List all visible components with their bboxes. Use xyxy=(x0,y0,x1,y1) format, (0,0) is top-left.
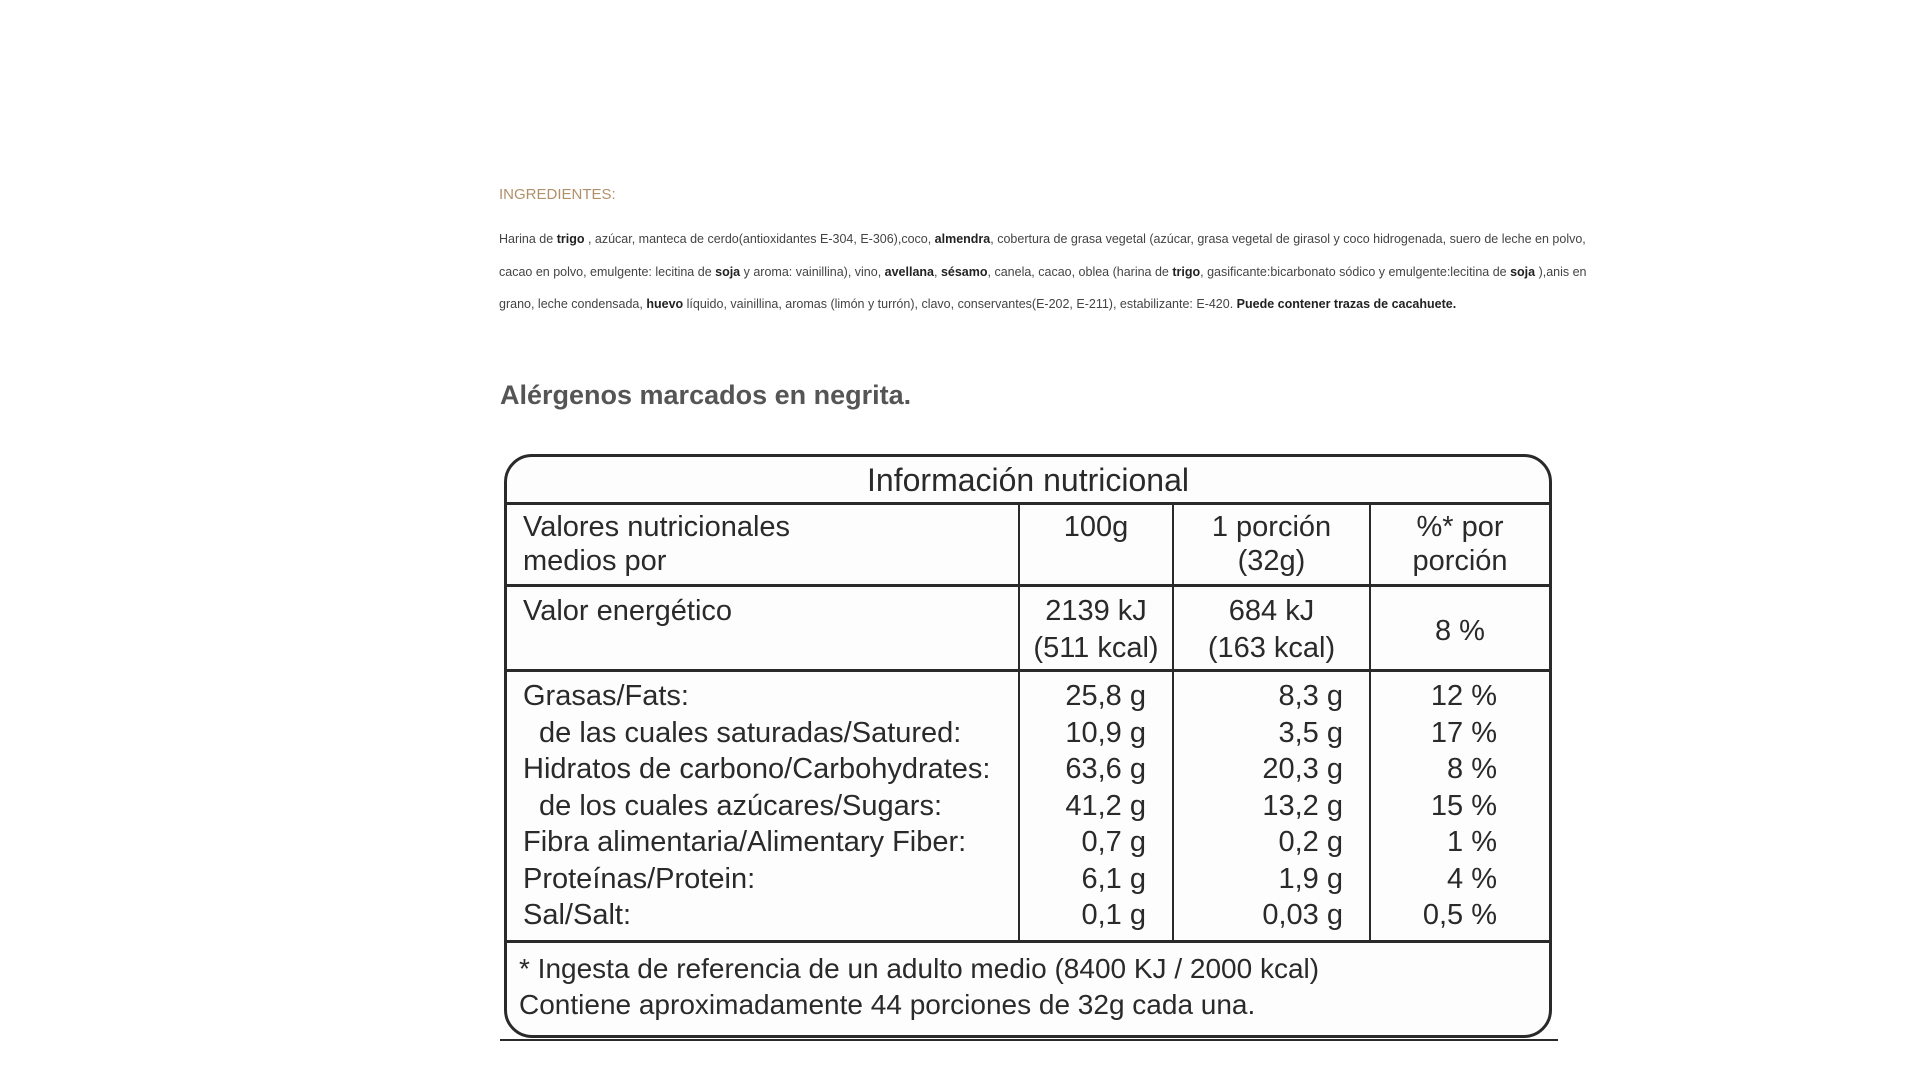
header-label-line1: Valores nutricionales xyxy=(523,511,791,543)
nutrient-label: Grasas/Fats: xyxy=(523,680,689,712)
header-portion-line1: 1 porción xyxy=(1211,511,1332,543)
bottom-rule xyxy=(500,1039,1558,1041)
allergen-word: avellana xyxy=(884,264,934,279)
ingredient-text-segment: y aroma: vainillina), vino, xyxy=(740,264,885,279)
allergen-word: almendra xyxy=(934,232,991,246)
ingredients-heading: INGREDIENTES: xyxy=(499,186,616,203)
ingredient-text-segment: ),anis en grano, leche condensada, xyxy=(499,264,1587,311)
ingredients-text xyxy=(499,223,1619,321)
nutrient-portion-cell xyxy=(1174,672,1371,943)
footnote-line1: * Ingesta de referencia de un adulto medio (8400 KJ / 2000 kcal) xyxy=(519,953,1320,984)
nutrient-value-portion: 0,03 g xyxy=(1262,899,1343,931)
nutrition-label-image xyxy=(500,454,1558,1041)
ingredients-section xyxy=(499,180,1619,321)
nutrient-value-100g: 25,8 g xyxy=(1065,680,1146,712)
ingredient-text-segment: líquido, vainillina, aromas (limón y turrón), clavo, conservantes(E-202, E-211), estabilizante: E-420. xyxy=(683,297,1237,311)
nutrient-labels-cell xyxy=(507,672,1020,943)
header-label-line2: medios por xyxy=(523,545,667,577)
energy-100g-cell xyxy=(1020,587,1174,672)
energy-100g-kj: 2139 kJ xyxy=(1045,595,1147,627)
allergen-note: Alérgenos marcados en negrita. xyxy=(500,380,912,410)
nutrient-label: Hidratos de carbono/Carbohydrates: xyxy=(523,753,991,785)
allergen-word: soja xyxy=(1510,264,1536,279)
nutrient-value-portion: 13,2 g xyxy=(1262,789,1343,822)
energy-label: Valor energético xyxy=(523,595,733,627)
nutrient-value-pct: 12 % xyxy=(1430,680,1497,712)
ingredient-text-segment: , xyxy=(934,264,941,279)
ingredient-text-segment: Harina de xyxy=(499,232,557,246)
ingredient-text-segment: , azúcar, manteca de cerdo(antioxidantes E-304, E-306),coco, xyxy=(584,232,935,246)
header-label-cell xyxy=(507,505,1020,587)
nutrition-table xyxy=(504,454,1552,1038)
header-100g: 100g xyxy=(1063,511,1129,543)
header-portion-line2: (32g) xyxy=(1237,545,1306,577)
energy-portion-kcal: (163 kcal) xyxy=(1207,632,1336,664)
allergen-word: soja xyxy=(715,264,741,279)
energy-label-cell xyxy=(507,587,1020,672)
allergen-word: sésamo xyxy=(940,264,988,279)
header-pct-cell xyxy=(1371,505,1549,587)
nutrient-value-100g: 0,7 g xyxy=(1081,826,1146,858)
energy-pct-cell xyxy=(1371,587,1549,672)
nutrient-value-pct: 17 % xyxy=(1430,716,1497,749)
nutrient-value-100g: 0,1 g xyxy=(1081,899,1146,931)
nutrient-label: Proteínas/Protein: xyxy=(523,862,756,895)
header-100g-cell xyxy=(1020,505,1174,587)
nutrient-label: Fibra alimentaria/Alimentary Fiber: xyxy=(523,826,967,858)
nutrition-footnote xyxy=(507,943,1549,1023)
nutrient-value-pct: 4 % xyxy=(1447,862,1497,895)
nutrient-value-pct: 8 % xyxy=(1447,753,1497,785)
allergen-word: trigo xyxy=(556,232,585,246)
nutrition-grid xyxy=(507,505,1549,943)
energy-100g-kcal: (511 kcal) xyxy=(1033,632,1159,664)
nutrient-value-pct: 1 % xyxy=(1447,826,1497,858)
footnote-line2: Contiene aproximadamente 44 porciones de 32g cada una. xyxy=(519,989,1256,1020)
nutrient-value-pct: 0,5 % xyxy=(1422,899,1497,931)
nutrient-value-100g: 63,6 g xyxy=(1065,753,1146,785)
nutrient-value-portion: 3,5 g xyxy=(1278,716,1343,749)
header-pct-line2: porción xyxy=(1412,545,1508,577)
nutrient-value-portion: 0,2 g xyxy=(1278,826,1343,858)
nutrient-pct-cell xyxy=(1371,672,1549,943)
nutrient-value-100g: 6,1 g xyxy=(1081,862,1146,895)
ingredient-text-segment: , canela, cacao, oblea (harina de xyxy=(987,264,1173,279)
nutrient-label: de los cuales azúcares/Sugars: xyxy=(539,789,942,822)
header-pct-line1: %* por xyxy=(1416,511,1504,543)
nutrition-title: Información nutricional xyxy=(507,457,1549,505)
nutrient-100g-cell xyxy=(1020,672,1174,943)
energy-portion-kj: 684 kJ xyxy=(1228,595,1315,627)
header-portion-cell xyxy=(1174,505,1371,587)
nutrient-value-pct: 15 % xyxy=(1430,789,1497,822)
nutrient-value-portion: 1,9 g xyxy=(1278,862,1343,895)
ingredient-text-segment: , cobertura de grasa vegetal (azúcar, grasa vegetal de girasol y coco hidrogenada, suero de leche en polvo, cacao en polvo, emulgente: lecitina de xyxy=(499,232,1586,279)
nutrient-label: Sal/Salt: xyxy=(523,899,631,931)
allergen-word: huevo xyxy=(646,297,684,311)
allergen-word: trigo xyxy=(1172,264,1201,279)
nutrient-value-portion: 20,3 g xyxy=(1262,753,1343,785)
nutrient-value-100g: 41,2 g xyxy=(1065,789,1146,822)
energy-pct: 8 % xyxy=(1435,614,1485,647)
ingredient-text-segment: , gasificante:bicarbonato sódico y emulgente:lecitina de xyxy=(1200,264,1511,279)
nutrient-value-100g: 10,9 g xyxy=(1065,716,1146,749)
nutrient-label: de las cuales saturadas/Satured: xyxy=(539,716,962,749)
nutrient-value-portion: 8,3 g xyxy=(1278,680,1343,712)
allergen-word: Puede contener trazas de cacahuete. xyxy=(1236,297,1457,311)
energy-portion-cell xyxy=(1174,587,1371,672)
